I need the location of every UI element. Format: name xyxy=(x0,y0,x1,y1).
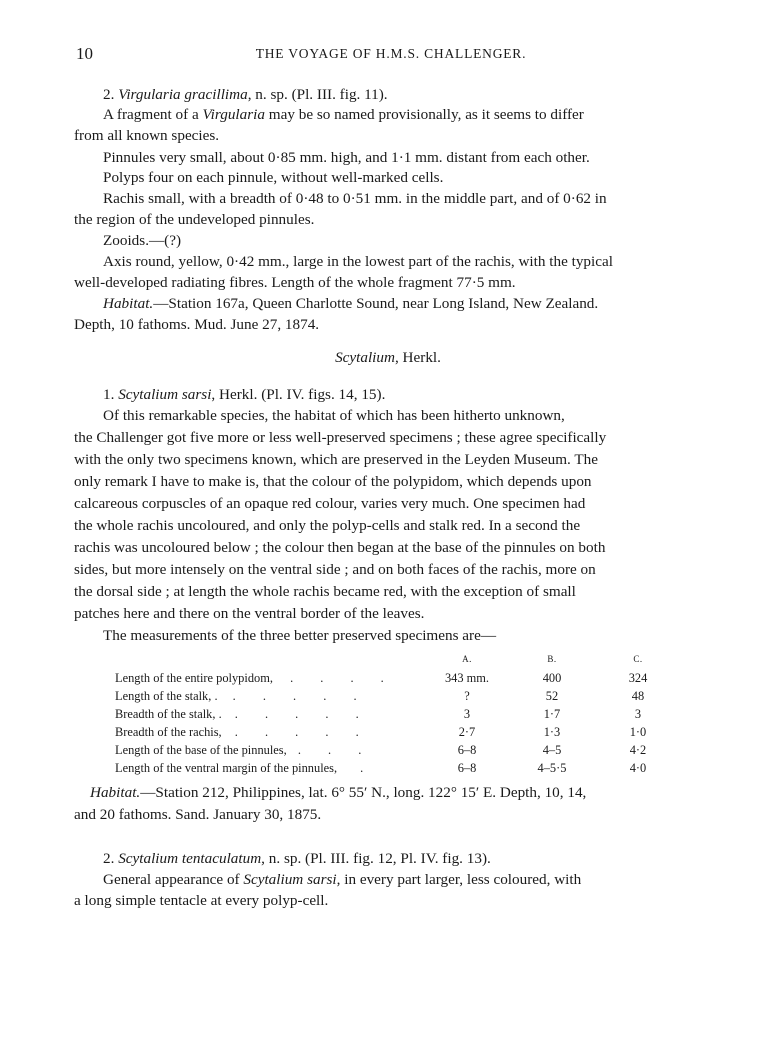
cell-c: 1·0 xyxy=(629,725,647,739)
table-header-row xyxy=(115,654,675,671)
row-label: Breadth of the rachis, . . . . . xyxy=(115,725,371,739)
page-number: 10 xyxy=(76,44,93,63)
paragraph-line: General appearance of Scytalium sarsi, in every part larger, less coloured, with xyxy=(103,871,582,888)
row-label: Length of the stalk, . . . . . . xyxy=(115,689,369,703)
cell-c: 48 xyxy=(631,689,645,703)
habitat-line: Habitat.—Station 212, Philippines, lat. 6° 55′ N., long. 122° 15′ E. Depth, 10, 14, xyxy=(90,784,587,801)
paragraph-line: rachis was uncoloured below ; the colour then began at the base of the pinnules on both xyxy=(74,539,606,556)
cell-a: 343 mm. xyxy=(444,671,490,685)
cell-c: 4·0 xyxy=(629,761,647,775)
cell-b: 4–5·5 xyxy=(537,761,567,775)
paragraph-line: the region of the undeveloped pinnules. xyxy=(74,211,315,228)
cell-a: 6–8 xyxy=(457,761,477,775)
species-heading-virgularia: 2. Virgularia gracillima, n. sp. (Pl. III. fig. 11). xyxy=(103,86,388,103)
species-heading-scytalium-tentaculatum: 2. Scytalium tentaculatum, n. sp. (Pl. III. fig. 12, Pl. IV. fig. 13). xyxy=(103,850,491,867)
paragraph-line: the dorsal side ; at length the whole rachis became red, with the exception of small xyxy=(74,583,576,600)
table-row xyxy=(115,761,675,778)
cell-b: 1·3 xyxy=(543,725,561,739)
paragraph-line: A fragment of a Virgularia may be so named provisionally, as it seems to differ xyxy=(103,106,584,123)
cell-b: 52 xyxy=(545,689,559,703)
paragraph-line: the Challenger got five more or less well-preserved specimens ; these agree specifically xyxy=(74,429,607,446)
paragraph-line: Pinnules very small, about 0·85 mm. high, and 1·1 mm. distant from each other. xyxy=(103,149,590,166)
paragraph-line: well-developed radiating fibres. Length of the whole fragment 77·5 mm. xyxy=(74,274,516,291)
cell-b: 4–5 xyxy=(542,743,562,757)
cell-a: 3 xyxy=(463,707,471,721)
table-row xyxy=(115,743,675,760)
table-row xyxy=(115,725,675,742)
cell-a: 2·7 xyxy=(458,725,476,739)
table-row xyxy=(115,689,675,706)
genus-heading: Scytalium, Herkl. xyxy=(335,349,441,366)
measurements-intro: The measurements of the three better preserved specimens are— xyxy=(103,627,497,644)
cell-b: 400 xyxy=(542,671,562,685)
paragraph-line: Of this remarkable species, the habitat of which has been hitherto unknown, xyxy=(103,407,565,424)
row-label: Length of the base of the pinnules, . . . xyxy=(115,743,374,757)
habitat-line: Habitat.—Station 167a, Queen Charlotte Sound, near Long Island, New Zealand. xyxy=(103,295,599,312)
paragraph-line: with the only two specimens known, which are preserved in the Leyden Museum. The xyxy=(74,451,598,468)
paragraph-line: Rachis small, with a breadth of 0·48 to 0·51 mm. in the middle part, and of 0·62 in xyxy=(103,190,607,207)
paragraph-line: the whole rachis uncoloured, and only the polyp-cells and stalk red. In a second the xyxy=(74,517,581,534)
running-title: THE VOYAGE OF H.M.S. CHALLENGER. xyxy=(255,46,527,61)
paragraph-line: sides, but more intensely on the ventral side ; and on both faces of the rachis, more on xyxy=(74,561,596,578)
paragraph-line: only remark I have to make is, that the colour of the polypidom, which depends upon xyxy=(74,473,592,490)
cell-a: ? xyxy=(464,689,470,703)
cell-c: 324 xyxy=(628,671,648,685)
habitat-line: and 20 fathoms. Sand. January 30, 1875. xyxy=(74,806,322,823)
paragraph-line: calcareous corpuscles of an opaque red colour, varies very much. One specimen had xyxy=(74,495,586,512)
page-header xyxy=(76,44,706,68)
habitat-line: Depth, 10 fathoms. Mud. June 27, 1874. xyxy=(74,316,320,333)
table-row xyxy=(115,707,675,724)
column-header: C. xyxy=(633,654,643,664)
cell-a: 6–8 xyxy=(457,743,477,757)
table-row xyxy=(115,671,675,688)
column-header: A. xyxy=(462,654,472,664)
column-header: B. xyxy=(547,654,557,664)
paragraph-line: Zooids.—(?) xyxy=(103,232,182,249)
row-label: Breadth of the stalk, . . . . . . xyxy=(115,707,371,721)
cell-c: 3 xyxy=(634,707,642,721)
cell-c: 4·2 xyxy=(629,743,647,757)
row-label: Length of the entire polypidom, . . . . xyxy=(115,671,396,685)
cell-b: 1·7 xyxy=(543,707,561,721)
paragraph-line: patches here and there on the ventral border of the leaves. xyxy=(74,605,425,622)
paragraph-line: Polyps four on each pinnule, without well-marked cells. xyxy=(103,169,444,186)
paragraph-line: Axis round, yellow, 0·42 mm., large in the lowest part of the rachis, with the typical xyxy=(103,253,613,270)
paragraph-line: a long simple tentacle at every polyp-cell. xyxy=(74,892,329,909)
species-heading-scytalium-sarsi: 1. Scytalium sarsi, Herkl. (Pl. IV. figs. 14, 15). xyxy=(103,386,386,403)
paragraph-line: from all known species. xyxy=(74,127,220,144)
row-label: Length of the ventral margin of the pinnules, . xyxy=(115,761,364,775)
